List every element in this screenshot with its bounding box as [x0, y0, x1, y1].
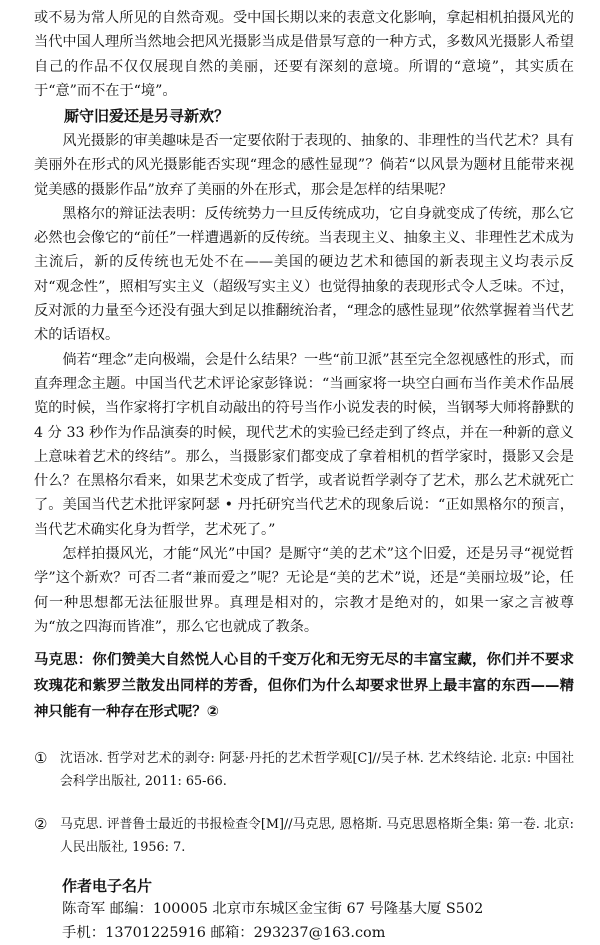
section-heading-block [34, 105, 574, 127]
footnote-mark: ② [34, 815, 48, 833]
body-paragraph-1: 风光摄影的审美趣味是否一定要依附于表现的、抽象的、非理性的当代艺术？具有美丽外在形式的风光摄影能否实现“理念的感性显现”？倘若“以风景为题材且能带来视觉美感的摄影作品”放弃了美丽的外在形式，那会是怎样的结果呢？ [34, 133, 574, 198]
footnote-mark: ① [34, 749, 48, 767]
author-phone-email-line: 手机：13701225916 邮箱：293237@163.com [62, 925, 386, 941]
footnote-text: 沈语冰. 哲学对艺术的剥夺: 阿瑟·丹托的艺术哲学观[C]//吴子林. 艺术终结论. 北京: 中国社会科学出版社, 2011: 65-66. [60, 751, 574, 789]
intro-section [34, 6, 574, 103]
body-paragraph-3: 倘若“理念”走向极端，会是什么结果？一些“前卫派”甚至完全忽视感性的形式，而直奔理念主题。中国当代艺术评论家彭锋说：“当画家将一块空白画布当作美术作品展览的时候，当作家将打字机自动敲出的符号当作小说发表的时候，当钢琴大师将静默的 4 分 33 秒作为作品演奏的时候，现代艺术的实验已经走到了终点，并在一种新的意义上意味着艺术的终结”。那么，当摄影家们都变成了拿着相机的哲学家时，摄影又会是什么？在黑格尔看来，如果艺术变成了哲学，或者说哲学剥夺了艺术，那么艺术就死亡了。美国当代艺术批评家阿瑟 • 丹托研究当代艺术的现象后说：“正如黑格尔的预言，当代艺术确实化身为哲学，艺术死了。” [34, 351, 574, 538]
body-paragraph-2: 黑格尔的辩证法表明：反传统势力一旦反传统成功，它自身就变成了传统，那么它必然也会像它的“前任”一样遭遇新的反传统。当表现主义、抽象主义、非理性艺术成为主流后，新的反传统也无处不在——美国的硬边艺术和德国的新表现主义均表示反对“观念性”，照相写实主义（超级写实主义）也觉得抽象的表现形式令人乏味。不过，反对派的力量至今还没有强大到足以推翻统治者，“理念的感性显现”依然掌握着当代艺术的话语权。 [34, 205, 574, 344]
footnote-2 [34, 813, 574, 859]
article-body [34, 129, 574, 639]
footnote-1 [34, 747, 574, 793]
footnote-text: 马克思. 评普鲁士最近的书报检查令[M]//马克思, 恩格斯. 马克思恩格斯全集: 第一卷. 北京: 人民出版社, 1956: 7. [60, 817, 574, 855]
marx-quote-block [34, 647, 574, 725]
section-heading: 厮守旧爱还是另寻新欢？ [64, 107, 230, 125]
body-paragraph-4: 怎样拍摄风光，才能“风光”中国？是厮守“美的艺术”这个旧爱，还是另寻“视觉哲学”这个新欢？可否二者“兼而爱之”呢？无论是“美的艺术”说，还是“美丽垃圾”论，任何一种思想都无法征服世界。真理是相对的，宗教才是绝对的，如果一家之言被尊为“放之四海而皆准”，那么它也就成了教条。 [34, 546, 574, 635]
author-card [62, 875, 582, 945]
marx-quote: 马克思：你们赞美大自然悦人心目的千变万化和无穷无尽的丰富宝藏，你们并不要求玫瑰花和紫罗兰散发出同样的芳香，但你们为什么却要求世界上最丰富的东西——精神只能有一种存在形式呢？② [34, 652, 574, 720]
author-card-title: 作者电子名片 [62, 877, 153, 895]
intro-paragraph: 或不易为常人所见的自然奇观。受中国长期以来的表意文化影响，拿起相机拍摄风光的当代中国人理所当然地会把风光摄影当成是借景写意的一种方式，多数风光摄影人希望自己的作品不仅仅展现自然的美丽，还要有深刻的意境。所谓的“意境”，其实质在于“意”而不在于“境”。 [34, 10, 574, 99]
author-contact-line: 陈奇军 邮编：100005 北京市东城区金宝街 67 号隆基大厦 S502 [62, 901, 484, 917]
